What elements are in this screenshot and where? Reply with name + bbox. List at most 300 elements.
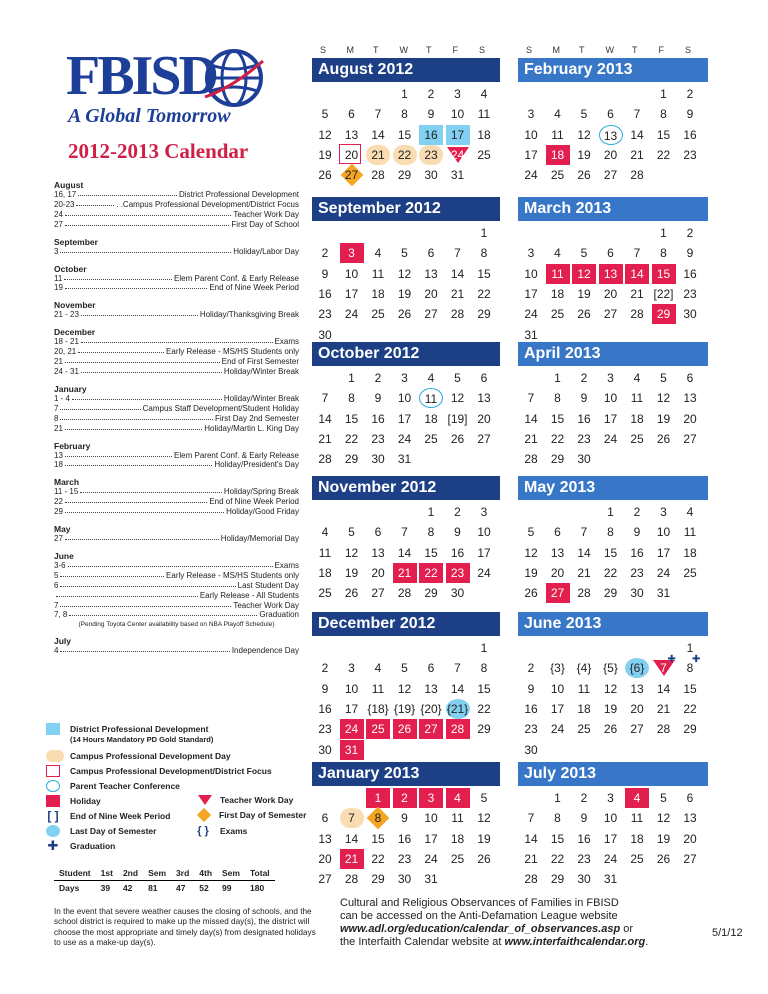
calendar-day: 9 xyxy=(401,811,408,826)
calendar-day: 18 xyxy=(683,545,697,560)
calendar-day: 6 xyxy=(427,661,435,676)
calendar-day: 13 xyxy=(477,391,491,406)
calendar-day: 17 xyxy=(524,286,538,301)
calendar-day: 13 xyxy=(599,125,623,145)
calendar-day: 27 xyxy=(683,431,697,446)
event-date: 21 - 23 xyxy=(54,310,79,320)
event-line xyxy=(54,451,299,461)
calendar-day: 24 xyxy=(603,431,618,446)
month-header: January 2013 xyxy=(312,762,500,786)
dot-leader xyxy=(60,581,235,587)
adl-link[interactable]: www.adl.org/education/calendar_of_observances.asp xyxy=(340,923,621,935)
table-row xyxy=(54,881,275,896)
calendar-day: 23 xyxy=(371,431,385,446)
calendar-day: 23 xyxy=(318,307,332,322)
calendar-day: 27 xyxy=(477,431,491,446)
calendar-day: 25 xyxy=(424,431,438,446)
calendar-day: 4 xyxy=(374,661,382,676)
calendar-day: 7 xyxy=(340,808,364,828)
calendar-day: 22 xyxy=(683,701,697,716)
calendar-day: 21 xyxy=(524,431,538,446)
event-description: Graduation xyxy=(259,610,299,620)
calendar-day: 24 xyxy=(656,565,671,580)
dot-leader xyxy=(65,507,224,513)
dot-leader xyxy=(81,310,198,316)
weather-note: In the event that severe weather causes the closing of schools, and the school district is required to make up the missed day(s), the district will choose the most appropriate and timely day(s) from designated holidays to use as a make-up day(s). xyxy=(54,907,316,947)
calendar-day: 16 xyxy=(371,411,385,426)
calendar-day: 29 xyxy=(344,452,359,467)
calendar-day: 26 xyxy=(397,307,412,322)
calendar-day: 21 xyxy=(318,431,332,446)
calendar-day: 23 xyxy=(577,851,591,866)
calendar-day: 9 xyxy=(580,811,588,826)
calendar-day: 18 xyxy=(371,286,385,301)
calendar-day: 23 xyxy=(446,563,470,583)
event-description: Holiday/Winter Break xyxy=(223,366,299,376)
calendar-day: 29 xyxy=(424,586,438,601)
calendar-day: 29 xyxy=(397,168,412,183)
calendar-day: 9 xyxy=(633,525,641,540)
calendar-day: 19 xyxy=(577,147,591,162)
calendar-day: 15 xyxy=(344,411,359,426)
calendar-day: 24 xyxy=(424,851,438,866)
calendar-day: 17 xyxy=(603,411,618,426)
calendar-day: 11 xyxy=(577,681,591,696)
calendar-day: 14 xyxy=(371,127,385,142)
calendar-day: 15 xyxy=(652,264,676,284)
calendar-day: 18 xyxy=(477,127,491,142)
calendar-day: 27 xyxy=(546,583,570,603)
calendar-day: 5 xyxy=(527,525,535,540)
event-line xyxy=(54,571,299,581)
event-date: 11 - 15 xyxy=(54,487,79,497)
calendar-day: 22 xyxy=(550,431,565,446)
event-date: 11 xyxy=(54,273,63,283)
calendar-day: 5 xyxy=(660,371,667,385)
calendar-day: 21 xyxy=(450,286,465,301)
calendar-day: 18 xyxy=(450,831,465,846)
calendar-day: 8 xyxy=(607,525,614,540)
calendar-day: 1 xyxy=(686,641,694,655)
calendar-day: 17 xyxy=(550,701,565,716)
calendar-day: 12 xyxy=(577,127,591,142)
calendar-day: 18 xyxy=(630,411,644,426)
event-group xyxy=(54,384,299,434)
calendar-day: 1 xyxy=(401,87,408,101)
calendar-day: 26 xyxy=(656,851,671,866)
calendar-day: 23 xyxy=(683,286,697,301)
calendar-day: 1 xyxy=(427,505,435,519)
calendar-day: 6 xyxy=(374,525,382,540)
table-cell: 52 xyxy=(199,883,209,893)
event-date: 22 xyxy=(54,497,63,507)
calendar-day: 7 xyxy=(401,525,408,540)
legend-cpd xyxy=(46,750,231,762)
event-date: 7 xyxy=(54,403,59,413)
calendar-day: 25 xyxy=(477,147,491,162)
event-line xyxy=(54,200,299,210)
calendar-day: 27 xyxy=(318,872,332,887)
calendar-day: 23 xyxy=(577,431,591,446)
calendar-day: 11 xyxy=(451,811,464,826)
event-group xyxy=(54,524,299,544)
dot-leader xyxy=(65,460,212,466)
calendar-day: 7 xyxy=(660,661,667,676)
calendar-day: 18 xyxy=(546,145,570,165)
peach-pill-icon xyxy=(46,750,64,762)
calendar-day: 3 xyxy=(348,661,355,676)
event-month: May xyxy=(54,524,71,535)
event-description: Campus Staff Development/Student Holiday xyxy=(142,403,299,413)
calendar-day: 9 xyxy=(527,681,535,696)
observances-text: or xyxy=(620,923,634,935)
calendar-day: 15 xyxy=(397,127,412,142)
calendar-day: 17 xyxy=(424,831,438,846)
weekday-header: W xyxy=(605,45,614,55)
calendar-day: 4 xyxy=(554,246,561,261)
calendar-day: 18 xyxy=(577,701,591,716)
calendar-day: 26 xyxy=(577,168,591,183)
calendar-day: 22 xyxy=(550,851,565,866)
event-note: (Pending Toyota Center availability based on NBA Playoff Schedule) xyxy=(78,621,275,629)
event-group xyxy=(54,441,299,471)
calendar-day: 28 xyxy=(524,452,538,467)
weekday-header: S xyxy=(320,45,327,55)
calendar-day: 28 xyxy=(446,719,470,739)
weekday-header: S xyxy=(685,45,692,55)
calendar-day: 16 xyxy=(577,411,591,426)
legend-label: Campus Professional Development Day xyxy=(70,751,231,761)
calendar-day: 22 xyxy=(344,431,359,446)
interfaith-link[interactable]: www.interfaithcalendar.org xyxy=(504,936,646,948)
legend-twd xyxy=(198,795,293,805)
event-description: Independence Day xyxy=(231,646,299,656)
event-description: Early Release - MS/HS Students only xyxy=(166,347,299,357)
legend-dpd xyxy=(46,723,208,735)
weekday-header: S xyxy=(526,45,533,55)
calendar-day: 22 xyxy=(477,701,491,716)
calendar-day: 27 xyxy=(419,719,443,739)
calendar-day: 10 xyxy=(524,127,538,142)
calendar-day: 19 xyxy=(344,565,359,580)
event-date: 3-6 xyxy=(54,560,66,570)
calendar-day: 20 xyxy=(603,286,618,301)
calendar-day: 7 xyxy=(633,107,641,122)
calendar-day: 3 xyxy=(660,505,667,519)
dot-leader xyxy=(78,190,177,196)
calendar-day: 11 xyxy=(683,525,697,540)
calendar-day: 21 xyxy=(366,145,390,165)
calendar-day: 5 xyxy=(480,791,488,805)
event-description: First Day 2nd Semester xyxy=(214,413,299,423)
event-date: 6 xyxy=(54,580,59,590)
dot-leader xyxy=(81,337,273,343)
legend-ptc xyxy=(46,780,180,792)
calendar-day: 25 xyxy=(318,586,332,601)
calendar-day: 19 xyxy=(656,411,671,426)
calendar-day: 24 xyxy=(340,719,364,739)
graduation-icon: ✚ xyxy=(667,654,676,666)
legend-label: End of Nine Week Period xyxy=(70,811,171,821)
event-month: December xyxy=(54,327,96,338)
calendar-day: 12 xyxy=(397,681,412,696)
calendar-day: 31 xyxy=(424,872,438,887)
calendar-day: [22] xyxy=(653,286,674,301)
calendar-day: 24 xyxy=(450,147,465,162)
event-description: Holiday/Good Friday xyxy=(226,507,299,517)
observances-text: . xyxy=(645,936,649,948)
event-date: 29 xyxy=(54,507,63,517)
calendar-day: 25 xyxy=(577,722,591,737)
graduation-icon: ✚ xyxy=(692,654,701,666)
event-month: June xyxy=(54,550,74,561)
event-line xyxy=(54,274,299,284)
calendar-day: 6 xyxy=(480,371,488,385)
calendar-day: 11 xyxy=(477,107,491,122)
version-date: 5/1/12 xyxy=(712,927,743,939)
weekday-header: T xyxy=(579,45,585,55)
table-cell: 180 xyxy=(249,883,265,893)
calendar-day: {3} xyxy=(550,661,565,676)
calendar-day: 16 xyxy=(397,831,412,846)
event-date: 18 - 21 xyxy=(54,337,79,347)
event-date: 21 xyxy=(54,423,63,433)
brace-icon: { } xyxy=(197,825,209,837)
weekday-header: M xyxy=(346,45,354,55)
event-date: 27 xyxy=(54,219,63,229)
calendar-day: 21 xyxy=(577,565,591,580)
calendar-day: 31 xyxy=(397,452,412,467)
calendar-day: 11 xyxy=(371,266,385,281)
calendar-day: 20 xyxy=(371,565,385,580)
dot-leader xyxy=(69,610,257,616)
calendar-day: 8 xyxy=(660,246,667,261)
calendar-day: 17 xyxy=(524,147,538,162)
legend-dpd-sub xyxy=(70,735,213,744)
calendar-day: 3 xyxy=(454,87,461,101)
logo-text: FBISD xyxy=(66,45,216,107)
table-cell: 2nd xyxy=(118,866,143,881)
calendar-day: 4 xyxy=(633,371,641,385)
event-description: Holiday/Spring Break xyxy=(223,487,299,497)
event-line xyxy=(54,367,299,377)
event-description: Holiday/Memorial Day xyxy=(220,534,299,544)
event-description: End of Nine Week Period xyxy=(209,497,299,507)
calendar-day: {5} xyxy=(603,661,618,676)
month-header: March 2013 xyxy=(518,197,708,221)
observances-line xyxy=(340,936,680,949)
calendar-day: 3 xyxy=(340,243,364,263)
calendar-day: 22 xyxy=(603,565,618,580)
calendar-day: 12 xyxy=(450,391,465,406)
calendar-day: 24 xyxy=(524,168,538,183)
month-header: July 2013 xyxy=(518,762,708,786)
month-header: August 2012 xyxy=(312,58,500,82)
calendar-day: 31 xyxy=(603,872,618,887)
dot-leader xyxy=(65,220,230,226)
calendar-day: 9 xyxy=(454,525,461,540)
calendar-day: {6} xyxy=(625,658,649,678)
calendar-day: 16 xyxy=(524,701,538,716)
calendar-day: 25 xyxy=(630,431,644,446)
calendar-day: 31 xyxy=(656,586,671,601)
calendar-day: 20 xyxy=(630,701,644,716)
event-description: Last Student Day xyxy=(237,580,299,590)
cyan-circle-icon xyxy=(46,825,60,837)
calendar-day: 27 xyxy=(603,307,618,322)
event-date: 7, 8 xyxy=(54,610,68,620)
calendar-day: 29 xyxy=(550,452,565,467)
legend-label: District Professional Development xyxy=(70,724,209,734)
calendar-day: {21} xyxy=(446,699,470,719)
calendar-day: 29 xyxy=(550,872,565,887)
calendar-day: 19 xyxy=(397,286,412,301)
calendar-day: 14 xyxy=(630,127,644,142)
weekday-header: M xyxy=(552,45,560,55)
dot-leader xyxy=(72,394,222,400)
calendar-day: 2 xyxy=(580,371,588,385)
calendar-day: 14 xyxy=(625,264,649,284)
month-header: June 2013 xyxy=(518,612,708,636)
calendar-day: 2 xyxy=(427,87,435,101)
calendar-day: 28 xyxy=(371,168,385,183)
observances-line: Cultural and Religious Observances of Families in FBISD xyxy=(340,897,619,909)
calendar-day: 2 xyxy=(527,661,535,676)
event-description: Holiday/Martin L. King Day xyxy=(204,423,299,433)
observances-line: can be accessed on the Anti-Defamation League website xyxy=(340,910,618,922)
calendar-day: 16 xyxy=(577,831,591,846)
calendar-day: 17 xyxy=(603,831,618,846)
calendar-day: 24 xyxy=(344,307,359,322)
calendar-day: 27 xyxy=(344,168,359,183)
dot-leader xyxy=(65,534,219,540)
legend-cpdf xyxy=(46,765,272,777)
calendar-day: 9 xyxy=(580,391,588,406)
red-square-icon xyxy=(46,795,60,807)
dot-leader xyxy=(65,283,207,289)
legend-label: Teacher Work Day xyxy=(220,795,294,805)
calendar-day: 26 xyxy=(344,586,359,601)
dot-leader xyxy=(60,414,213,420)
observances-text: the Interfaith Calendar website at xyxy=(340,936,505,948)
calendar-day: 11 xyxy=(371,681,385,696)
calendar-day: 11 xyxy=(318,545,332,560)
calendar-day: 10 xyxy=(344,681,359,696)
calendar-day: 6 xyxy=(686,791,694,805)
calendar-day: 4 xyxy=(446,788,470,808)
calendar-day: 31 xyxy=(340,740,364,760)
event-group xyxy=(54,237,299,257)
calendar-day: 18 xyxy=(424,411,438,426)
calendar-day: 12 xyxy=(603,681,618,696)
dot-leader xyxy=(68,561,273,567)
weekday-header: S xyxy=(479,45,486,55)
event-line xyxy=(54,561,299,571)
legend-label: Campus Professional Development/District Focus xyxy=(70,766,272,776)
calendar-day: 13 xyxy=(371,545,385,560)
event-line xyxy=(54,581,299,591)
calendar-day: 10 xyxy=(424,811,438,826)
calendar-day: 27 xyxy=(683,851,697,866)
calendar-day: 18 xyxy=(550,286,565,301)
calendar-day: 12 xyxy=(477,811,491,826)
event-date: 24 - 31 xyxy=(54,366,79,376)
event-group xyxy=(54,300,299,320)
blue-circle-icon xyxy=(46,780,60,792)
calendar-day: 16 xyxy=(318,286,332,301)
event-description: Holiday/Thanksgiving Break xyxy=(199,310,299,320)
calendar-day: 20 xyxy=(424,286,438,301)
calendar-day: 26 xyxy=(603,722,618,737)
calendar-day: 7 xyxy=(527,811,535,826)
event-month: July xyxy=(54,636,72,647)
legend-grad xyxy=(46,840,115,852)
table-cell: Total xyxy=(245,866,275,881)
calendar-day: 6 xyxy=(686,371,694,385)
calendar-day: 8 xyxy=(401,107,408,122)
calendar-day: 26 xyxy=(656,431,671,446)
calendar-day: 15 xyxy=(656,127,671,142)
calendar-day: 4 xyxy=(480,87,488,101)
legend-label: Graduation xyxy=(70,841,116,851)
event-description: Holiday/Winter Break xyxy=(223,393,299,403)
dot-leader xyxy=(60,646,229,652)
calendar-day: 4 xyxy=(625,788,649,808)
calendar-day: 2 xyxy=(321,661,329,676)
event-description: Exams xyxy=(274,337,299,347)
dot-leader xyxy=(65,210,231,216)
calendar-day: 2 xyxy=(686,226,694,240)
table-header-row xyxy=(54,866,275,881)
calendar-day: 1 xyxy=(554,791,561,805)
calendar-day: 30 xyxy=(318,742,332,757)
globe-icon xyxy=(203,47,265,109)
month-header: April 2013 xyxy=(518,342,708,366)
event-group xyxy=(54,551,299,629)
event-month: January xyxy=(54,383,87,394)
calendar-day: 25 xyxy=(550,307,565,322)
event-description: Elem Parent Conf. & Early Release xyxy=(174,450,299,460)
calendar-day: 11 xyxy=(419,388,443,408)
calendar-day: 13 xyxy=(424,681,438,696)
calendar-day: 5 xyxy=(454,371,461,385)
calendar-day: 22 xyxy=(419,563,443,583)
dot-leader xyxy=(64,274,172,280)
calendar-day: [19] xyxy=(447,411,468,426)
event-description: End of Nine Week Period xyxy=(209,283,299,293)
calendar-day: 14 xyxy=(450,266,465,281)
calendar-day: 25 xyxy=(630,851,644,866)
calendar-day: 7 xyxy=(374,107,382,122)
calendar-day: 28 xyxy=(397,586,412,601)
event-line xyxy=(54,347,299,357)
calendar-day: 21 xyxy=(630,147,644,162)
calendar-day: 30 xyxy=(450,586,465,601)
calendar-day: 19 xyxy=(577,286,591,301)
calendar-day: 23 xyxy=(419,145,443,165)
event-line xyxy=(54,283,299,293)
calendar-day: 27 xyxy=(603,168,618,183)
calendar-day: 10 xyxy=(656,525,671,540)
red-triangle-icon xyxy=(198,795,212,805)
calendar-day: 26 xyxy=(524,586,538,601)
calendar-day: 17 xyxy=(446,125,470,145)
calendar-day: 1 xyxy=(607,505,614,519)
event-line xyxy=(54,210,299,220)
event-group xyxy=(54,327,299,377)
calendar-day: 17 xyxy=(344,701,359,716)
calendar-day: 21 xyxy=(340,849,364,869)
